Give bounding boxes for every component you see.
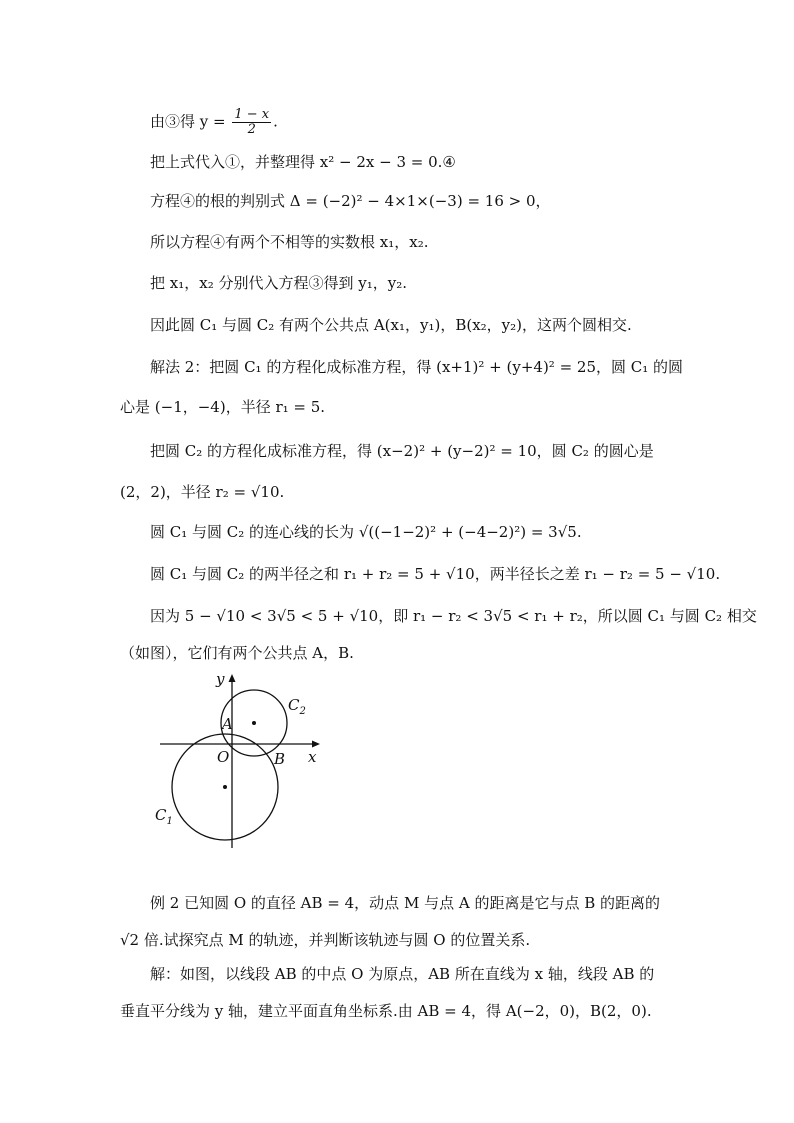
text-line-6: 因此圆 C₁ 与圆 C₂ 有两个公共点 A(x₁，y₁)，B(x₂，y₂)，这两个圆相交. xyxy=(150,316,632,334)
text-line-5: 把 x₁，x₂ 分别代入方程③得到 y₁，y₂. xyxy=(150,274,407,292)
text-line-14: （如图），它们有两个公共点 A，B. xyxy=(120,644,354,662)
text-line-11: 圆 C₁ 与圆 C₂ 的连心线的长为 √((−1−2)² + (−4−2)²) = 3√5. xyxy=(150,523,582,541)
center-c1 xyxy=(223,785,227,789)
text-line-12: 圆 C₁ 与圆 C₂ 的两半径之和 r₁ + r₂ = 5 + √10，两半径长之差 r₁ − r₂ = 5 − √10. xyxy=(150,565,721,583)
text-line-7: 解法 2：把圆 C₁ 的方程化成标准方程，得 (x+1)² + (y+4)² = 25，圆 C₁ 的圆 xyxy=(150,358,684,376)
text-line-2: 把上式代入①，并整理得 x² − 2x − 3 = 0.④ xyxy=(150,153,456,171)
point-b-label: B xyxy=(274,750,286,768)
text-line-4: 所以方程④有两个不相等的实数根 x₁，x₂. xyxy=(150,233,429,251)
text-line-15: 例 2 已知圆 O 的直径 AB = 4，动点 M 与点 A 的距离是它与点 B 的距离的 xyxy=(150,894,661,912)
c1-subscript: 1 xyxy=(166,816,173,827)
text-line-1 xyxy=(150,108,278,137)
x-axis-label: x xyxy=(308,748,317,766)
figure-svg xyxy=(150,668,330,858)
y-axis-arrow xyxy=(229,674,236,682)
text-line-16: √2 倍.试探究点 M 的轨迹，并判断该轨迹与圆 O 的位置关系. xyxy=(120,931,531,949)
c2-label xyxy=(288,696,306,717)
text-line-17: 解：如图，以线段 AB 的中点 O 为原点，AB 所在直线为 x 轴，线段 AB 的 xyxy=(150,965,655,983)
line-1-text: 由③得 y = xyxy=(150,112,231,131)
point-a-label: A xyxy=(222,715,233,733)
center-c2 xyxy=(252,721,256,725)
text-line-8: 心是 (−1，−4)，半径 r₁ = 5. xyxy=(120,398,326,416)
two-circles-figure xyxy=(150,668,330,858)
c1-letter: C xyxy=(155,806,167,824)
text-line-13: 因为 5 − √10 < 3√5 < 5 + √10，即 r₁ − r₂ < 3√5 < r₁ + r₂，所以圆 C₁ 与圆 C₂ 相交 xyxy=(150,607,757,625)
origin-label: O xyxy=(217,748,230,766)
fraction xyxy=(232,108,271,137)
y-axis-label: y xyxy=(216,670,225,688)
text-line-3: 方程④的根的判别式 Δ = (−2)² − 4×1×(−3) = 16 > 0， xyxy=(150,192,551,210)
c2-subscript: 2 xyxy=(299,706,306,717)
fraction-denominator: 2 xyxy=(247,122,256,137)
c1-label xyxy=(155,806,173,827)
x-axis-arrow xyxy=(312,741,320,748)
fraction-numerator: 1 − x xyxy=(234,107,270,122)
text-line-18: 垂直平分线为 y 轴，建立平面直角坐标系.由 AB = 4，得 A(−2，0)，B(2，0). xyxy=(120,1002,652,1020)
text-line-9: 把圆 C₂ 的方程化成标准方程，得 (x−2)² + (y−2)² = 10，圆 C₂ 的圆心是 xyxy=(150,442,654,460)
fraction-suffix: . xyxy=(273,112,278,131)
c2-letter: C xyxy=(288,696,300,714)
text-line-10: (2，2)，半径 r₂ = √10. xyxy=(120,483,285,501)
